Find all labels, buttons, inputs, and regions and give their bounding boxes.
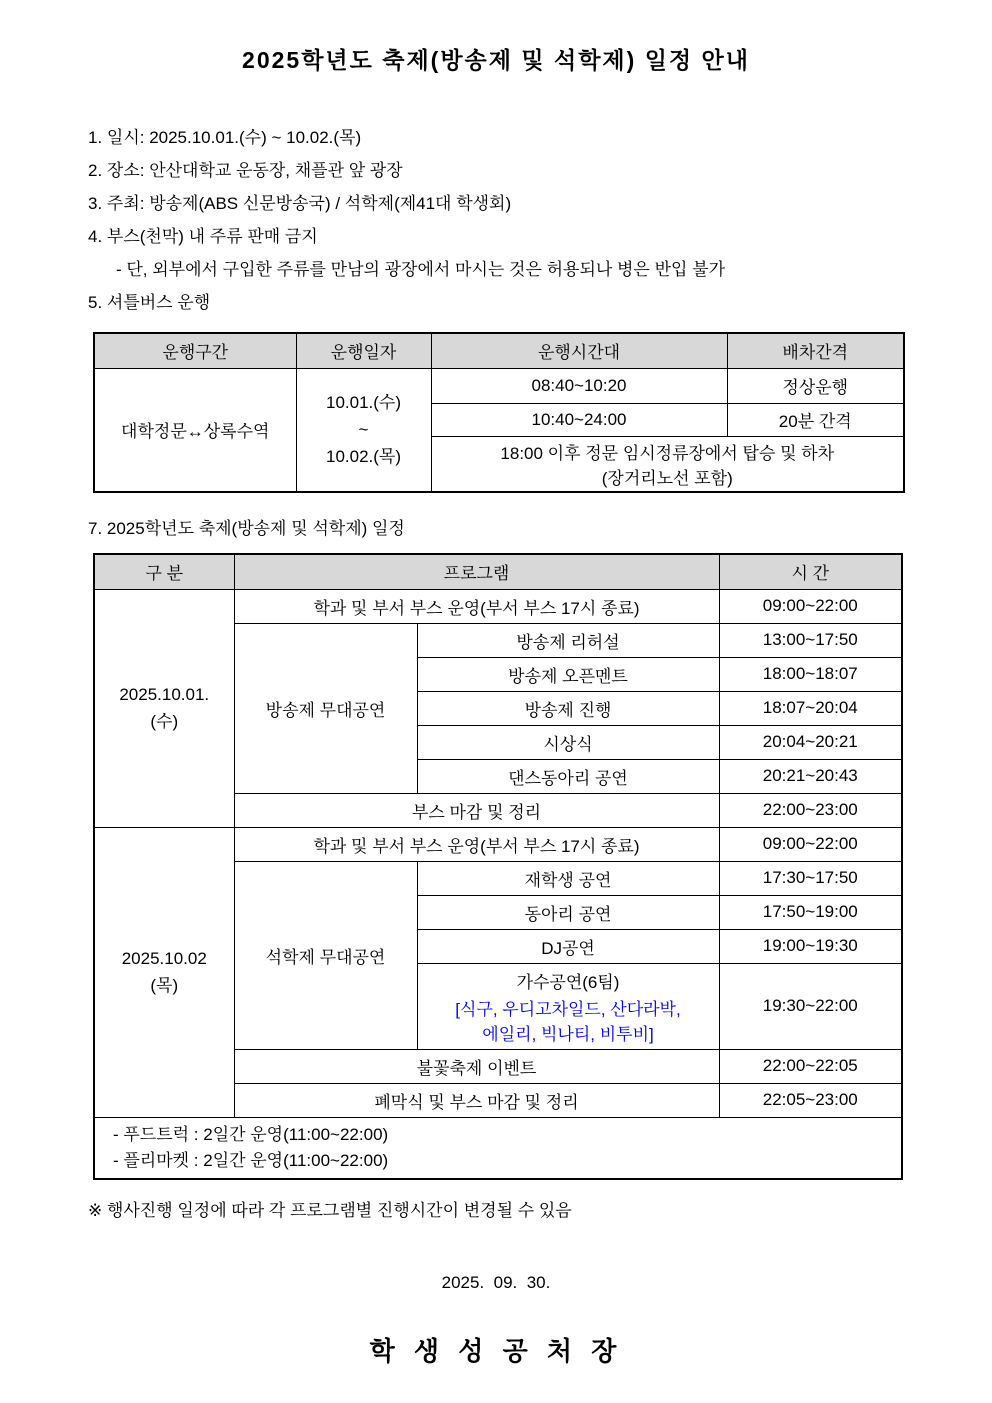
shuttle-bus-table [93, 332, 905, 493]
section7-heading: 7. 2025학년도 축제(방송제 및 석학제) 일정 [88, 519, 405, 538]
shuttle-header-route: 운행구간 [94, 333, 296, 368]
day1-closing-program: 부스 마감 및 정리 [234, 793, 719, 827]
day1-stage-time-1: 13:00~17:50 [719, 623, 902, 657]
notice-item-2: 2. 장소: 안산대학교 운동장, 채플관 앞 광장 [88, 161, 403, 180]
shuttle-date-line1: 10.01.(수) [325, 393, 401, 413]
day1-booth-time: 09:00~22:00 [719, 589, 902, 623]
day1-stage-label: 방송제 무대공연 [234, 623, 417, 793]
day2-date-cell [94, 827, 234, 1117]
day2-singer-title: 가수공연(6팀) [516, 972, 620, 992]
shuttle-route-cell: 대학정문↔상록수역 [94, 368, 296, 492]
day2-stage-time-2: 17:50~19:00 [719, 895, 902, 929]
day2-stage-time-3: 19:00~19:30 [719, 929, 902, 963]
shuttle-header-date: 운행일자 [296, 333, 431, 368]
shuttle-header-timeband: 운행시간대 [431, 333, 727, 368]
day2-stage-program-3: DJ공연 [417, 929, 719, 963]
footnote: ※ 행사진행 일정에 따라 각 프로그램별 진행시간이 변경될 수 있음 [88, 1201, 572, 1220]
notice-item-1: 1. 일시: 2025.10.01.(수) ~ 10.02.(목) [88, 128, 362, 147]
shuttle-interval-1: 정상운행 [727, 368, 904, 403]
day1-stage-time-2: 18:00~18:07 [719, 657, 902, 691]
schedule-header-time: 시 간 [719, 554, 902, 589]
day1-stage-program-5: 댄스동아리 공연 [417, 759, 719, 793]
day2-closing-program: 폐막식 및 부스 마감 및 정리 [234, 1083, 719, 1117]
issue-date: 2025. 09. 30. [441, 1273, 551, 1292]
day2-date-line2: (목) [150, 976, 179, 995]
day2-fireworks-time: 22:00~22:05 [719, 1049, 902, 1083]
schedule-header-program: 프로그램 [234, 554, 719, 589]
shuttle-time-1: 08:40~10:20 [431, 368, 727, 403]
day1-stage-time-3: 18:07~20:04 [719, 691, 902, 725]
day2-singer-program-cell [417, 963, 719, 1049]
schedule-footer-line1: - 푸드트럭 : 2일간 운영(11:00~22:00) [113, 1124, 389, 1144]
day1-stage-time-4: 20:04~20:21 [719, 725, 902, 759]
schedule-header-category: 구 분 [94, 554, 234, 589]
day2-stage-program-2: 동아리 공연 [417, 895, 719, 929]
day1-date-line1: 2025.10.01. [119, 685, 210, 704]
shuttle-time-3-line1: 18:00 이후 정문 임시정류장에서 탑승 및 하차 [500, 443, 835, 463]
shuttle-interval-2: 20분 간격 [727, 403, 904, 436]
day2-stage-program-1: 재학생 공연 [417, 861, 719, 895]
notice-item-3: 3. 주최: 방송제(ABS 신문방송국) / 석학제(제41대 학생회) [88, 194, 512, 213]
day1-stage-program-4: 시상식 [417, 725, 719, 759]
festival-schedule-table [93, 553, 903, 1180]
day2-closing-time: 22:05~23:00 [719, 1083, 902, 1117]
shuttle-time-3 [431, 436, 904, 492]
notice-list [88, 121, 932, 319]
shuttle-date-line3: 10.02.(목) [325, 447, 401, 467]
day1-date-line2: (수) [150, 712, 179, 731]
day1-stage-program-3: 방송제 진행 [417, 691, 719, 725]
shuttle-date-cell [296, 368, 431, 492]
day2-singer-lineup-line1: [식구, 우디고차일드, 산다라박, [455, 999, 681, 1019]
notice-item-4-sub: - 단, 외부에서 구입한 주류를 만남의 광장에서 마시는 것은 허용되나 병은 반입 불가 [116, 260, 725, 279]
day2-stage-time-1: 17:30~17:50 [719, 861, 902, 895]
day1-closing-time: 22:00~23:00 [719, 793, 902, 827]
day1-date-cell [94, 589, 234, 827]
document-title: 2025학년도 축제(방송제 및 석학제) 일정 안내 [242, 47, 750, 73]
shuttle-time-3-line2: (장거리노선 포함) [601, 468, 733, 488]
day1-stage-program-2: 방송제 오픈멘트 [417, 657, 719, 691]
shuttle-header-interval: 배차간격 [727, 333, 904, 368]
signature-title: 학 생 성 공 처 장 [369, 1336, 623, 1366]
day2-singer-lineup-line2: 에일리, 빅나티, 비투비] [482, 1024, 654, 1044]
notice-item-5: 5. 셔틀버스 운행 [88, 293, 211, 312]
schedule-footer-line2: - 플리마켓 : 2일간 운영(11:00~22:00) [113, 1150, 389, 1170]
day1-stage-program-1: 방송제 리허설 [417, 623, 719, 657]
schedule-footer-cell [94, 1117, 902, 1179]
day2-booth-time: 09:00~22:00 [719, 827, 902, 861]
shuttle-date-line2: ~ [358, 420, 369, 440]
day2-date-line1: 2025.10.02 [121, 949, 207, 968]
notice-item-4: 4. 부스(천막) 내 주류 판매 금지 [88, 227, 318, 246]
day1-booth-program: 학과 및 부서 부스 운영(부서 부스 17시 종료) [234, 589, 719, 623]
shuttle-time-2: 10:40~24:00 [431, 403, 727, 436]
day2-booth-program: 학과 및 부서 부스 운영(부서 부스 17시 종료) [234, 827, 719, 861]
day2-fireworks-program: 불꽃축제 이벤트 [234, 1049, 719, 1083]
day2-singer-time: 19:30~22:00 [719, 963, 902, 1049]
day2-stage-label: 석학제 무대공연 [234, 861, 417, 1049]
day1-stage-time-5: 20:21~20:43 [719, 759, 902, 793]
